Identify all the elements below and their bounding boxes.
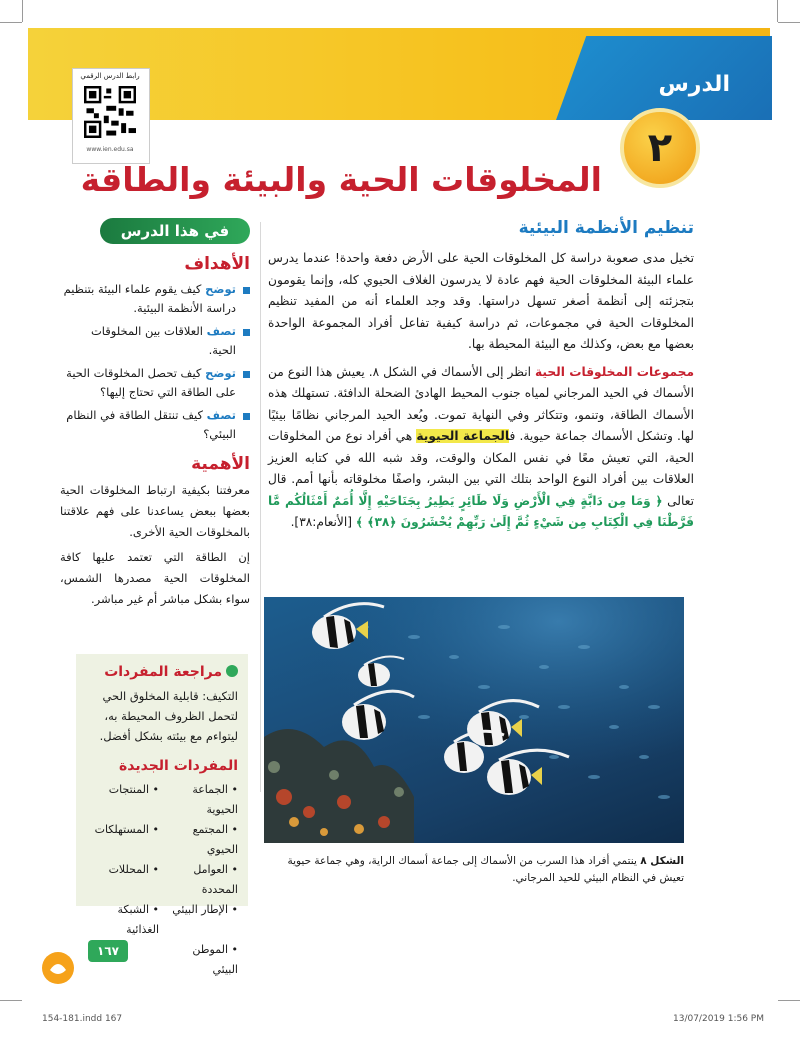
figure-caption: [264, 853, 684, 887]
main-column: [268, 218, 694, 540]
term-item: • المنتجات: [86, 780, 159, 820]
column-divider: [260, 222, 261, 792]
importance-text: معرفتنا بكيفية ارتباط المخلوقات الحية بعضها ببعض يساعدنا على فهم علاقتنا بالمخلوقات الحية الأخرى.: [60, 483, 250, 539]
lesson-number: ٢: [647, 125, 673, 171]
term-item: • الموطن البيئي: [165, 940, 238, 980]
bullet-icon: [243, 287, 250, 294]
highlighted-term: الجماعة الحيوية: [416, 429, 510, 443]
goal-item: تصف كيف تنتقل الطاقة في النظام البيئي؟: [60, 406, 250, 444]
intro-paragraph: تخيل مدى صعوبة دراسة كل المخلوقات الحية على الأرض دفعة واحدة! عندما يدرس علماء البيئة المخلوقات الحية فهم عادة لا يدرسون الغلاف الحيوي كله، وإنما يقومون بتجزئته إلى أنظمة أصغر تسهل دراستها. وقد وجد العلماء أنه من المفيد تنظيم المخلوقات الحية في مجموعات، ثم دراسة كيفية تفاعل أفراد المجموعة الواحدة بعضها مع بعض، وكذلك مع البيئة المحيطة بها.: [268, 251, 694, 351]
qr-label: رابط الدرس الرقمي: [80, 72, 140, 80]
review-icon: [226, 665, 238, 677]
print-date: 13/07/2019 1:56 PM: [673, 1014, 764, 1024]
crop-mark: [0, 1000, 22, 1001]
goal-item: تصف العلاقات بين المخلوقات الحية.: [60, 322, 250, 360]
lesson-word: الدرس: [658, 72, 730, 97]
file-slug: 154-181.indd 167: [42, 1014, 123, 1024]
review-heading: مراجعة المفردات: [86, 664, 238, 680]
term-item: • المحللات: [86, 860, 159, 900]
term-item: • الجماعة الحيوية: [165, 780, 238, 820]
crop-mark: [0, 22, 22, 23]
section-heading: تنظيم الأنظمة البيئية: [518, 218, 694, 238]
goal-item: توضح كيف تحصل المخلوقات الحية على الطاقة التي تحتاج إليها؟: [60, 364, 250, 402]
review-text: التكيف: قابلية المخلوق الحي لتحمل الظروف المحيطة به، ليتواءم مع بيئته بشكل أفضل.: [99, 689, 238, 743]
publisher-logo-icon: [40, 950, 76, 986]
quran-verse: ﴿ وَمَا مِن دَابَّةٍ فِي الْأَرْضِ وَلَا طَائِرٍ يَطِيرُ بِجَنَاحَيْهِ إِلَّا أُمَمٌ أَمْثَالُكُم مَّا فَرَّطْنَا فِي الْكِتَابِ مِن شَيْءٍ ثُمَّ إِلَىٰ رَبِّهِمْ يُحْشَرُونَ ﴿٣٨﴾ ﴾: [268, 493, 694, 529]
crop-mark: [778, 22, 800, 23]
groups-text-a: انظر إلى الأسماك في الشكل ٨. يعيش هذا النوع من الأسماك في الحيد المرجاني لمياه جنوب المحيط الهادئ الضحلة الدافئة. تستهلك هذه الأسماك الطاقة، وتنمو، وتتكاثر وفي النهاية تموت. ويُعد الحيد المرجاني نظامًا بيئيًا لها. وتشكل الأسماك جماعة حيوية. ف: [268, 364, 694, 443]
goals-heading: الأهداف: [184, 254, 250, 274]
bullet-icon: [243, 413, 250, 420]
figure-image: [264, 597, 684, 843]
crop-mark: [22, 0, 23, 22]
importance-heading: الأهمية: [191, 454, 250, 474]
page-number: ١٦٧: [88, 940, 128, 962]
quran-reference: [الأنعام:٣٨].: [290, 515, 353, 529]
figure-label: الشكل ٨: [640, 855, 684, 867]
sidebar: [60, 218, 250, 614]
qr-url: www.ien.edu.sa: [86, 146, 134, 153]
fish-illustration: [264, 597, 684, 843]
bullet-icon: [243, 371, 250, 378]
new-terms-heading: المفردات الجديدة: [119, 758, 238, 774]
caption-text: ينتمي أفراد هذا السرب من الأسماك إلى جماعة أسماك الراية، وهي جماعة حيوية تعيش في النظام البيئي للحيد المرجاني.: [287, 855, 684, 884]
importance-text: إن الطاقة التي تعتمد عليها كافة المخلوقات الحية مصدرها الشمس، سواء بشكل مباشر أم غير مباشر.: [60, 550, 250, 606]
qr-code-icon[interactable]: [84, 86, 136, 138]
lesson-number-badge: [620, 108, 700, 188]
term-item: • الشبكة الغذائية: [86, 900, 159, 940]
term-item: • المجتمع الحيوي: [165, 820, 238, 860]
groups-paragraph: [268, 362, 694, 534]
goal-item: توضح كيف يقوم علماء البيئة بتنظيم دراسة الأنظمة البيئية.: [60, 280, 250, 318]
term-item: • المستهلكات: [86, 820, 159, 860]
bullet-icon: [243, 329, 250, 336]
lesson-title: المخلوقات الحية والبيئة والطاقة: [80, 160, 602, 199]
term-item: • العوامل المحددة: [165, 860, 238, 900]
groups-text-b: هي أفراد نوع من المخلوقات الحية، التي تعيش معًا في نفس المكان والوقت، وقد شبه الله في كتابه العزيز العلاقات بين أفراد النوع الواحد بتلك التي بين البشر، واصفًا مخلوقاته بأنها أمم. قال تعالى: [268, 429, 694, 508]
in-this-lesson-tag: في هذا الدرس: [100, 218, 250, 244]
term-item: • الإطار البيئي: [165, 900, 238, 940]
inline-heading: مجموعات المخلوقات الحية: [535, 364, 695, 379]
crop-mark: [778, 1000, 800, 1001]
crop-mark: [777, 0, 778, 22]
